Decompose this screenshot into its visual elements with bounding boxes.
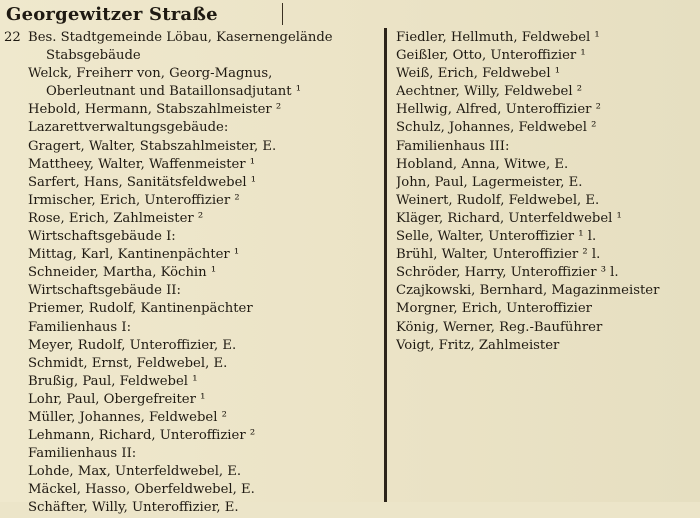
directory-entry — [396, 210, 696, 228]
entry-text: John, Paul, Lagermeister, E. — [396, 174, 583, 190]
house-number — [0, 373, 28, 391]
directory-entry — [0, 47, 380, 65]
house-number — [0, 355, 28, 373]
house-number — [0, 47, 28, 65]
house-number — [0, 264, 28, 282]
entry-text: Müller, Johannes, Feldwebel ² — [28, 409, 227, 425]
entry-text: Schäfter, Willy, Unteroffizier, E. — [28, 500, 239, 516]
entry-text: Fiedler, Hellmuth, Feldwebel ¹ — [396, 30, 600, 45]
directory-entry — [0, 246, 380, 264]
entry-text: Lazarettverwaltungsgebäude: — [28, 120, 229, 136]
directory-entry — [0, 337, 380, 355]
house-number — [0, 210, 28, 228]
entry-text: Schmidt, Ernst, Feldwebel, E. — [28, 355, 228, 371]
entry-text: Priemer, Rudolf, Kantinenpächter — [28, 301, 253, 317]
house-number — [0, 499, 28, 517]
directory-entry — [0, 119, 380, 137]
directory-entry — [396, 47, 696, 65]
house-number — [0, 228, 28, 246]
directory-entry — [396, 65, 696, 83]
directory-entry — [0, 445, 380, 463]
directory-entry — [0, 355, 380, 373]
directory-entry — [0, 210, 380, 228]
entry-text: Hellwig, Alfred, Unteroffizier ² — [396, 102, 601, 118]
entry-text: Mäckel, Hasso, Oberfeldwebel, E. — [28, 482, 255, 498]
entry-text: Voigt, Fritz, Zahlmeister — [396, 337, 560, 353]
entry-text: Wirtschaftsgebäude I: — [28, 229, 176, 245]
house-number — [0, 319, 28, 337]
left-column — [0, 29, 380, 518]
directory-entry — [0, 319, 380, 337]
house-number — [0, 119, 28, 137]
directory-entry — [0, 192, 380, 210]
directory-entry — [396, 119, 696, 137]
directory-entry — [0, 373, 380, 391]
house-number — [0, 83, 28, 101]
house-number — [0, 409, 28, 427]
entry-text: Hobland, Anna, Witwe, E. — [396, 156, 569, 172]
house-number — [0, 282, 28, 300]
street-heading: Georgewitzer Straße — [6, 4, 218, 25]
entry-text: Selle, Walter, Unteroffizier ¹ l. — [396, 229, 597, 245]
directory-entry — [396, 138, 696, 156]
house-number — [0, 481, 28, 499]
directory-entry — [0, 463, 380, 481]
house-number — [0, 300, 28, 318]
entry-text: Gragert, Walter, Stabszahlmeister, E. — [28, 138, 277, 154]
house-number — [0, 101, 28, 119]
entry-text: Brühl, Walter, Unteroffizier ² l. — [396, 247, 601, 263]
directory-entry — [0, 481, 380, 499]
directory-entry — [0, 29, 380, 47]
directory-entry — [0, 282, 380, 300]
directory-entry — [396, 264, 696, 282]
entry-text: Schneider, Martha, Köchin ¹ — [28, 265, 217, 281]
entry-text: Wirtschaftsgebäude II: — [28, 283, 181, 299]
house-number — [0, 192, 28, 210]
entry-text: Geißler, Otto, Unteroffizier ¹ — [396, 48, 586, 64]
heading-rule — [282, 3, 283, 25]
entry-text: Irmischer, Erich, Unteroffizier ² — [28, 192, 240, 208]
entry-text: Weiß, Erich, Feldwebel ¹ — [396, 66, 561, 82]
house-number — [0, 156, 28, 174]
directory-entry — [396, 29, 696, 47]
directory-entry — [396, 282, 696, 300]
entry-text: Mittag, Karl, Kantinenpächter ¹ — [28, 247, 240, 263]
house-number — [0, 65, 28, 83]
directory-entry — [0, 409, 380, 427]
directory-entry — [396, 83, 696, 101]
directory-entry — [396, 156, 696, 174]
entry-text: Czajkowski, Bernhard, Magazinmeister — [396, 283, 660, 299]
entry-text: Stabsgebäude — [46, 48, 141, 64]
house-number — [0, 174, 28, 192]
entry-text: Lohr, Paul, Obergefreiter ¹ — [28, 391, 206, 407]
house-number — [0, 445, 28, 463]
entry-text: Morgner, Erich, Unteroffizier — [396, 301, 592, 317]
entry-text: Lehmann, Richard, Unteroffizier ² — [28, 428, 256, 444]
directory-entry — [396, 246, 696, 264]
house-number — [0, 246, 28, 264]
entry-text: Oberleutnant und Bataillonsadjutant ¹ — [46, 84, 302, 100]
entry-text: Lohde, Max, Unterfeldwebel, E. — [28, 464, 242, 480]
directory-entry — [0, 391, 380, 409]
entry-text: Familienhaus II: — [28, 446, 137, 462]
blank-area — [396, 300, 696, 502]
entry-text: Rose, Erich, Zahlmeister ² — [28, 210, 204, 226]
entry-text: Weinert, Rudolf, Feldwebel, E. — [396, 192, 600, 208]
entry-text: Schulz, Johannes, Feldwebel ² — [396, 120, 597, 136]
house-number — [0, 391, 28, 409]
entry-text: Mattheey, Walter, Waffenmeister ¹ — [28, 156, 256, 172]
entry-text: Aechtner, Willy, Feldwebel ² — [396, 84, 583, 100]
entry-text: König, Werner, Reg.-Bauführer — [396, 319, 603, 335]
directory-entry — [396, 192, 696, 210]
house-number — [0, 337, 28, 355]
directory-entry — [396, 228, 696, 246]
column-divider — [384, 28, 387, 502]
house-number — [0, 463, 28, 481]
directory-entry — [396, 101, 696, 119]
entry-text: Hebold, Hermann, Stabszahlmeister ² — [28, 102, 282, 118]
directory-entry — [0, 101, 380, 119]
directory-entry — [0, 228, 380, 246]
entry-text: Kläger, Richard, Unterfeldwebel ¹ — [396, 210, 622, 226]
directory-entry — [0, 427, 380, 445]
directory-entry — [0, 138, 380, 156]
directory-entry — [0, 83, 380, 101]
entry-text: Welck, Freiherr von, Georg-Magnus, — [28, 66, 273, 82]
directory-entry — [0, 156, 380, 174]
directory-entry — [0, 264, 380, 282]
directory-entry — [0, 300, 380, 318]
entry-text: Meyer, Rudolf, Unteroffizier, E. — [28, 337, 237, 353]
entry-text: Familienhaus III: — [396, 138, 510, 154]
entry-text: Sarfert, Hans, Sanitätsfeldwebel ¹ — [28, 174, 257, 190]
entry-text: Schröder, Harry, Unteroffizier ³ l. — [396, 265, 619, 281]
entry-text: Bes. Stadtgemeinde Löbau, Kasernengelände — [28, 30, 333, 45]
entry-text: Familienhaus I: — [28, 319, 132, 335]
directory-entry — [0, 499, 380, 517]
directory-entry — [396, 174, 696, 192]
directory-entry — [0, 174, 380, 192]
directory-entry — [0, 65, 380, 83]
entry-text: Brußig, Paul, Feldwebel ¹ — [28, 373, 198, 389]
house-number — [0, 138, 28, 156]
house-number: 22 — [4, 30, 21, 45]
house-number — [0, 427, 28, 445]
